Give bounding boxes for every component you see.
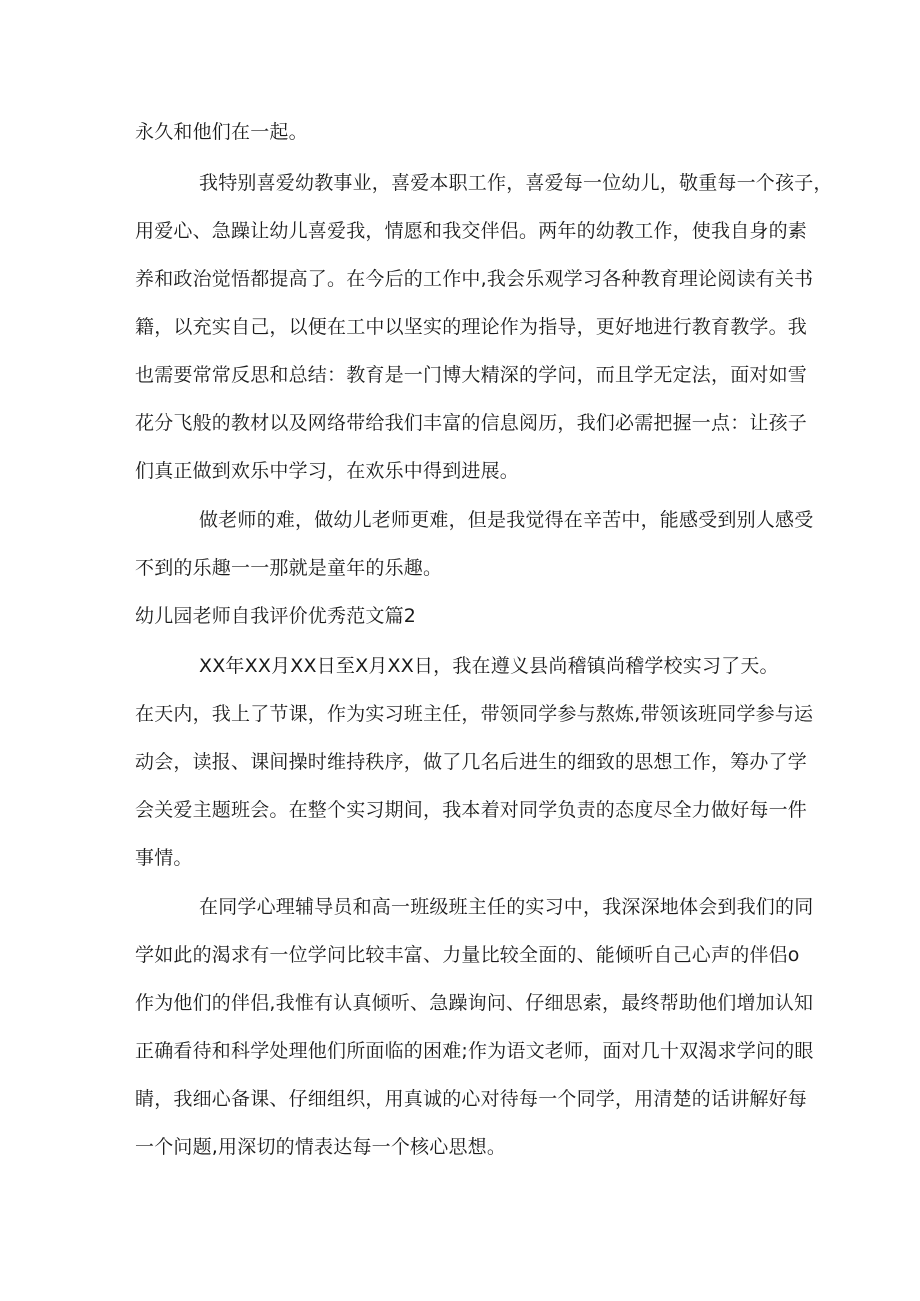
- body-text-line: 花分飞般的教材以及网络带给我们丰富的信息阅历，我们必需把握一点：让孩子: [135, 412, 808, 434]
- body-text-line: 睛，我细心备课、仔细组织，用真诚的心对待每一个同学，用清楚的话讲解好每: [135, 1088, 808, 1110]
- section-heading: 幼儿园老师自我评价优秀范文篇2: [135, 605, 417, 627]
- body-text-line: 作为他们的伴侣,我惟有认真倾听、急躁询问、仔细思索，最终帮助他们增加认知: [135, 992, 814, 1014]
- body-text-line: 们真正做到欢乐中学习，在欢乐中得到进展。: [135, 460, 520, 482]
- body-text-line: 事情。: [135, 847, 193, 869]
- body-text-line: 籍，以充实自己，以便在工中以坚实的理论作为指导，更好地进行教育教学。我: [135, 316, 808, 338]
- body-text-line: 永久和他们在一起。: [135, 121, 308, 143]
- body-text-line: 养和政治觉悟都提高了。在今后的工作中,我会乐观学习各种教育理论阅读有关书: [135, 268, 814, 290]
- body-text-line: 动会，读报、课间操时维持秩序，做了几名后进生的细致的思想工作，筹办了学: [135, 751, 808, 773]
- body-text-line: 一个问题,用深切的情表达每一个核心思想。: [135, 1136, 507, 1158]
- body-text-line: XX年XX月XX日至X月XX日，我在遵义县尚稽镇尚稽学校实习了天。: [199, 655, 779, 677]
- body-text-line: 做老师的难，做幼儿老师更难，但是我觉得在辛苦中，能感受到别人感受: [199, 509, 814, 531]
- body-text-line: 会关爱主题班会。在整个实习期间，我本着对同学负责的态度尽全力做好每一件: [135, 799, 808, 821]
- body-text-line: 用爱心、急躁让幼儿喜爱我，情愿和我交伴侣。两年的幼教工作，使我自身的素: [135, 220, 808, 242]
- body-text-line: 我特别喜爱幼教事业，喜爱本职工作，喜爱每一位幼儿，敬重每一个孩子，: [199, 172, 833, 194]
- body-text-line: 学如此的渴求有一位学问比较丰富、力量比较全面的、能倾听自己心声的伴侣o: [135, 944, 800, 966]
- body-text-line: 不到的乐趣一一那就是童年的乐趣。: [135, 557, 443, 579]
- body-text-line: 在天内，我上了节课，作为实习班主任，带领同学参与熬炼,带领该班同学参与运: [135, 703, 814, 725]
- body-text-line: 也需要常常反思和总结：教育是一门博大精深的学问，而且学无定法，面对如雪: [135, 364, 808, 386]
- body-text-line: 正确看待和科学处理他们所面临的困难;作为语文老师，面对几十双渴求学问的眼: [135, 1040, 814, 1062]
- body-text-line: 在同学心理辅导员和高一班级班主任的实习中，我深深地体会到我们的同: [199, 896, 814, 918]
